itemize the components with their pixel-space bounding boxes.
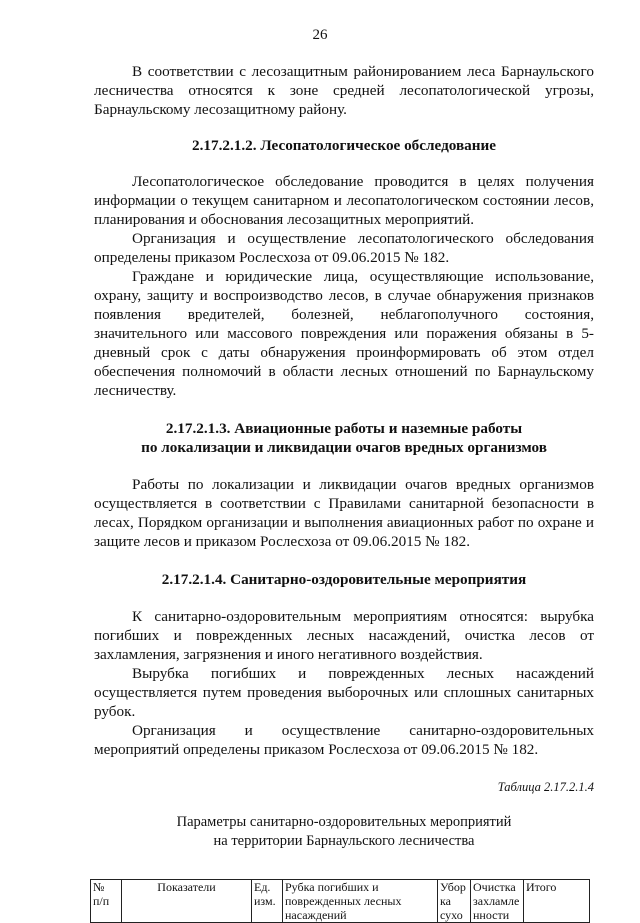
header-text: Убор <box>440 880 466 894</box>
header-text: сухо <box>440 908 463 922</box>
paragraph: Лесопатологическое обследование проводится в целях получения информации о текущем санитарном и лесопатологическом состоянии лесов, планирования и обоснования лесозащитных мероприятий. <box>94 173 594 228</box>
section-heading-survey: 2.17.2.1.2. Лесопатологическое обследование <box>191 137 497 154</box>
section-heading-sanitary: 2.17.2.1.4. Санитарно-оздоровительные мероприятия <box>161 571 527 588</box>
table-header-cell <box>122 880 252 923</box>
table-header-cell <box>252 880 283 923</box>
paragraph: Организация и осуществление санитарно-оздоровительных мероприятий определены приказом Рослесхоза от 09.06.2015 № 182. <box>94 722 594 758</box>
header-text: захламле <box>473 894 520 908</box>
page-number: 26 <box>312 27 328 43</box>
parameters-table <box>90 879 590 923</box>
table-caption-line: на территории Барнаульского лесничества <box>213 833 475 849</box>
paragraph: Организация и осуществление лесопатологического обследования определены приказом Рослесхоза от 09.06.2015 № 182. <box>94 230 594 266</box>
header-text: ка <box>440 894 451 908</box>
paragraph: Работы по локализации и ликвидации очагов вредных организмов осуществляется в соответствии с Правилами санитарной безопасности в лесах, Порядком организации и выполнения авиационных работ по охране и защите лесов и приказом Рослесхоза от 09.06.2015 № 182. <box>94 476 594 550</box>
header-text: Очистка <box>473 880 516 894</box>
table-header-cell <box>91 880 122 923</box>
table-header-cell <box>283 880 438 923</box>
header-text: насаждений <box>285 908 347 922</box>
table-header-cell <box>471 880 524 923</box>
table-caption-line: Параметры санитарно-оздоровительных мероприятий <box>176 814 512 830</box>
paragraph: Вырубка погибших и поврежденных лесных насаждений осуществляется путем проведения выборочных или сплошных санитарных рубок. <box>94 665 594 720</box>
header-text: № <box>93 880 105 894</box>
section-heading-aviation-line2: по локализации и ликвидации очагов вредных организмов <box>141 439 547 456</box>
header-text: Ед. <box>254 880 271 894</box>
header-text: изм. <box>254 894 276 908</box>
paragraph-zone: В соответствии с лесозащитным районированием леса Барнаульского лесничества относятся к зоне средней лесопатологической угрозы, Барнаульскому лесозащитному району. <box>94 63 594 118</box>
table-header-cell <box>438 880 471 923</box>
document-body <box>94 62 594 923</box>
table-caption <box>94 813 594 851</box>
paragraph: Граждане и юридические лица, осуществляющие использование, охрану, защиту и воспроизводство лесов, в случае обнаружения признаков появления вредителей, болезней, неблагополучного состояния, значительного или массового повреждения или поражения обязаны в 5-дневный срок с даты обнаружения проинформировать об этом отдел обеспечения полномочий в области лесных отношений по Барнаульскому лесничеству. <box>94 268 594 399</box>
header-text: нности <box>473 908 510 922</box>
paragraph: К санитарно-оздоровительным мероприятиям относятся: вырубка погибших и поврежденных лесных насаждений, очистка лесов от захламления, загрязнения и иного негативного воздействия. <box>94 608 594 663</box>
table-label: Таблица 2.17.2.1.4 <box>497 780 594 794</box>
table-header-row <box>91 880 590 923</box>
header-text: Итого <box>526 880 557 894</box>
table-header-cell <box>524 880 590 923</box>
header-text: п/п <box>93 894 110 908</box>
header-text: поврежденных лесных <box>285 894 402 908</box>
header-text: Показатели <box>157 880 216 894</box>
header-text: Рубка погибших и <box>285 880 379 894</box>
section-heading-aviation: 2.17.2.1.3. Авиационные работы и наземные работы <box>165 420 523 437</box>
